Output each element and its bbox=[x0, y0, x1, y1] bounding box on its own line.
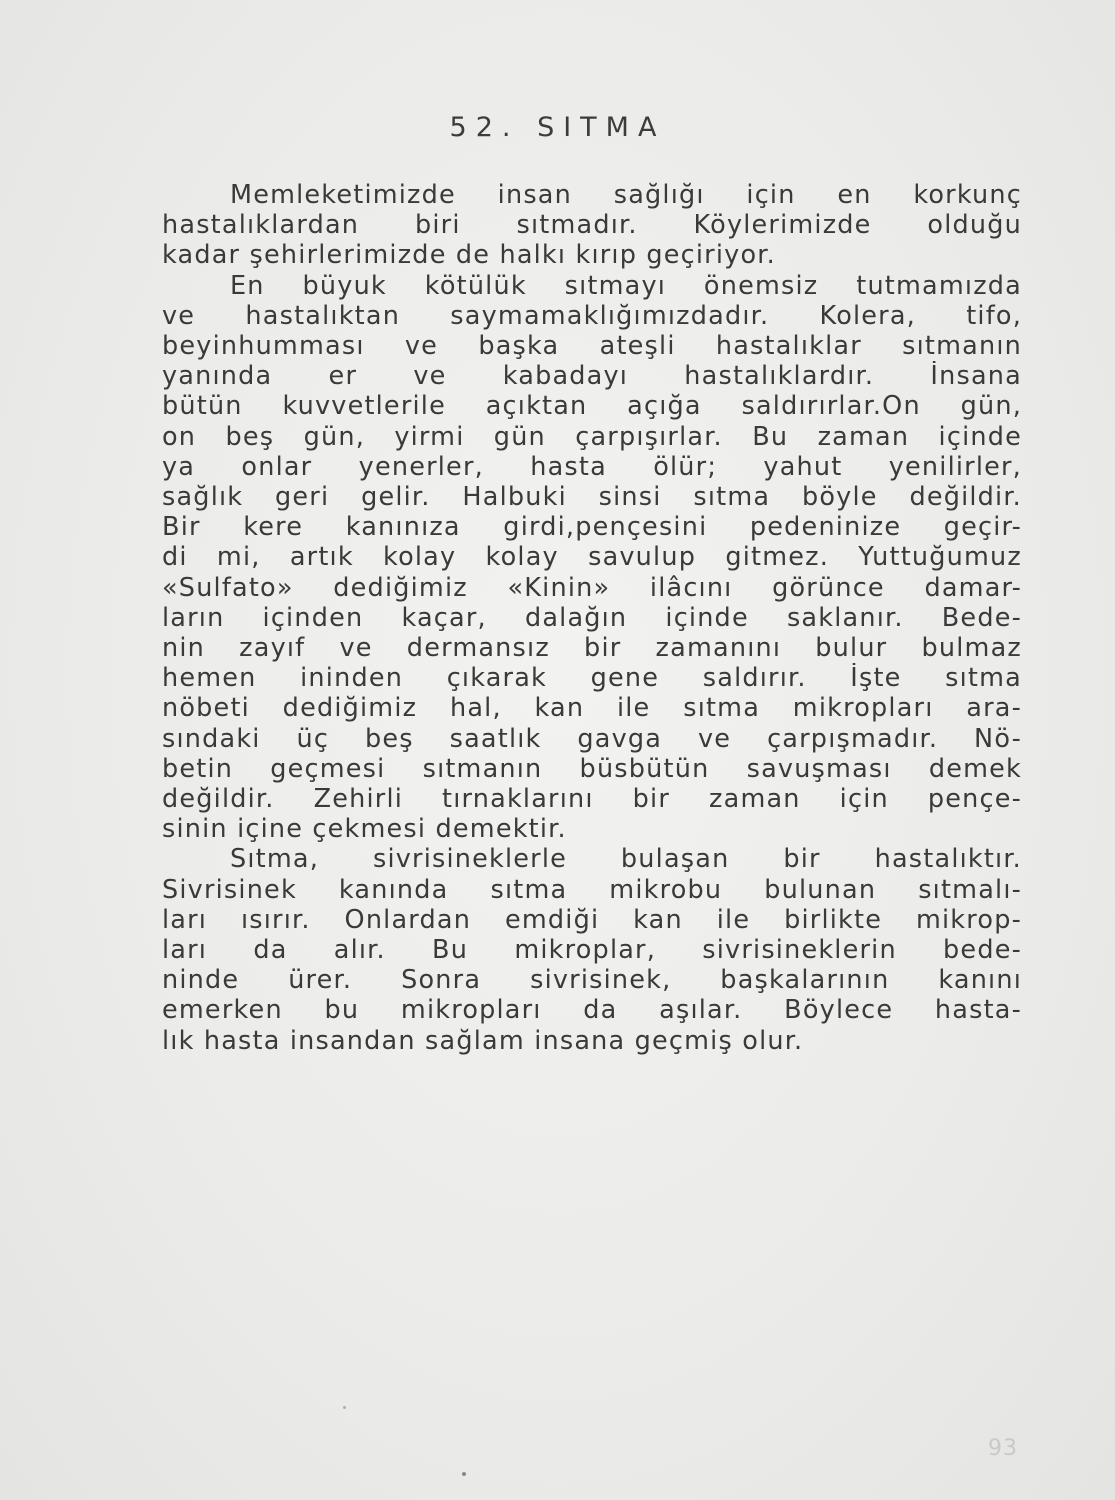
text-line: sinin içine çekmesi demektir. bbox=[162, 814, 567, 845]
text-line: hastalıklardan biri sıtmadır. Köylerimizde olduğu bbox=[162, 210, 1022, 241]
text-line: di mi, artık kolay kolay savulup gitmez. Yuttuğumuz bbox=[162, 542, 1022, 573]
text-line: değildir. Zehirli tırnaklarını bir zaman için pençe- bbox=[162, 784, 1022, 815]
text-line: nöbeti dediğimiz hal, kan ile sıtma mikropları ara- bbox=[162, 693, 1022, 724]
text-line: lık hasta insandan sağlam insana geçmiş olur. bbox=[162, 1025, 804, 1056]
text-line: hemen ininden çıkarak gene saldırır. İşte sıtma bbox=[162, 663, 1022, 694]
text-line: ve hastalıktan saymamaklığımızdadır. Kolera, tifo, bbox=[162, 300, 1022, 331]
paper-speck bbox=[343, 1406, 346, 1409]
text-line: ninde ürer. Sonra sivrisinek, başkalarının kanını bbox=[162, 965, 1022, 996]
page-number: 93 bbox=[988, 1436, 1018, 1461]
text-line: beyinhumması ve başka ateşli hastalıklar sıtmanın bbox=[162, 331, 1022, 362]
text-line: ya onlar yenerler, hasta ölür; yahut yenilirler, bbox=[162, 451, 1022, 482]
text-line: yanında er ve kabadayı hastalıklardır. İnsana bbox=[162, 361, 1022, 392]
text-line: sındaki üç beş saatlık gavga ve çarpışmadır. Nö- bbox=[162, 723, 1022, 754]
text-line: Sivrisinek kanında sıtma mikrobu bulunan sıtmalı- bbox=[162, 874, 1022, 905]
text-line: Sıtma, sivrisineklerle bulaşan bir hastalıktır. bbox=[230, 844, 1022, 875]
text-line: on beş gün, yirmi gün çarpışırlar. Bu zaman içinde bbox=[162, 421, 1022, 452]
text-line: Bir kere kanınıza girdi,pençesini pedeninize geçir- bbox=[162, 512, 1022, 543]
text-line: kadar şehirlerimizde de halkı kırıp geçiriyor. bbox=[162, 240, 776, 271]
text-line: Memleketimizde insan sağlığı için en korkunç bbox=[230, 180, 1022, 210]
text-line: nin zayıf ve dermansız bir zamanını bulur bulmaz bbox=[162, 633, 1022, 664]
chapter-heading bbox=[0, 112, 1115, 143]
text-line: bütün kuvvetlerile açıktan açığa saldırırlar.On gün, bbox=[162, 391, 1022, 422]
text-line: emerken bu mikropları da aşılar. Böylece hasta- bbox=[162, 995, 1022, 1026]
text-line: ların içinden kaçar, dalağın içinde saklanır. Bede- bbox=[162, 602, 1022, 633]
text-line: sağlık geri gelir. Halbuki sinsi sıtma böyle değildir. bbox=[162, 482, 1022, 513]
text-line: ları ısırır. Onlardan emdiği kan ile birlikte mikrop- bbox=[162, 904, 1022, 935]
chapter-title: SITMA bbox=[537, 112, 666, 143]
text-line: «Sulfato» dediğimiz «Kinin» ilâcını görünce damar- bbox=[162, 572, 1022, 603]
article-body bbox=[162, 180, 1022, 1056]
paper-speck bbox=[462, 1472, 466, 1476]
chapter-number: 52. bbox=[449, 112, 520, 143]
text-line: En büyuk kötülük sıtmayı önemsiz tutmamızda bbox=[230, 270, 1022, 301]
text-line: ları da alır. Bu mikroplar, sivrisineklerin bede- bbox=[162, 935, 1022, 966]
text-line: betin geçmesi sıtmanın büsbütün savuşması demek bbox=[162, 753, 1022, 784]
